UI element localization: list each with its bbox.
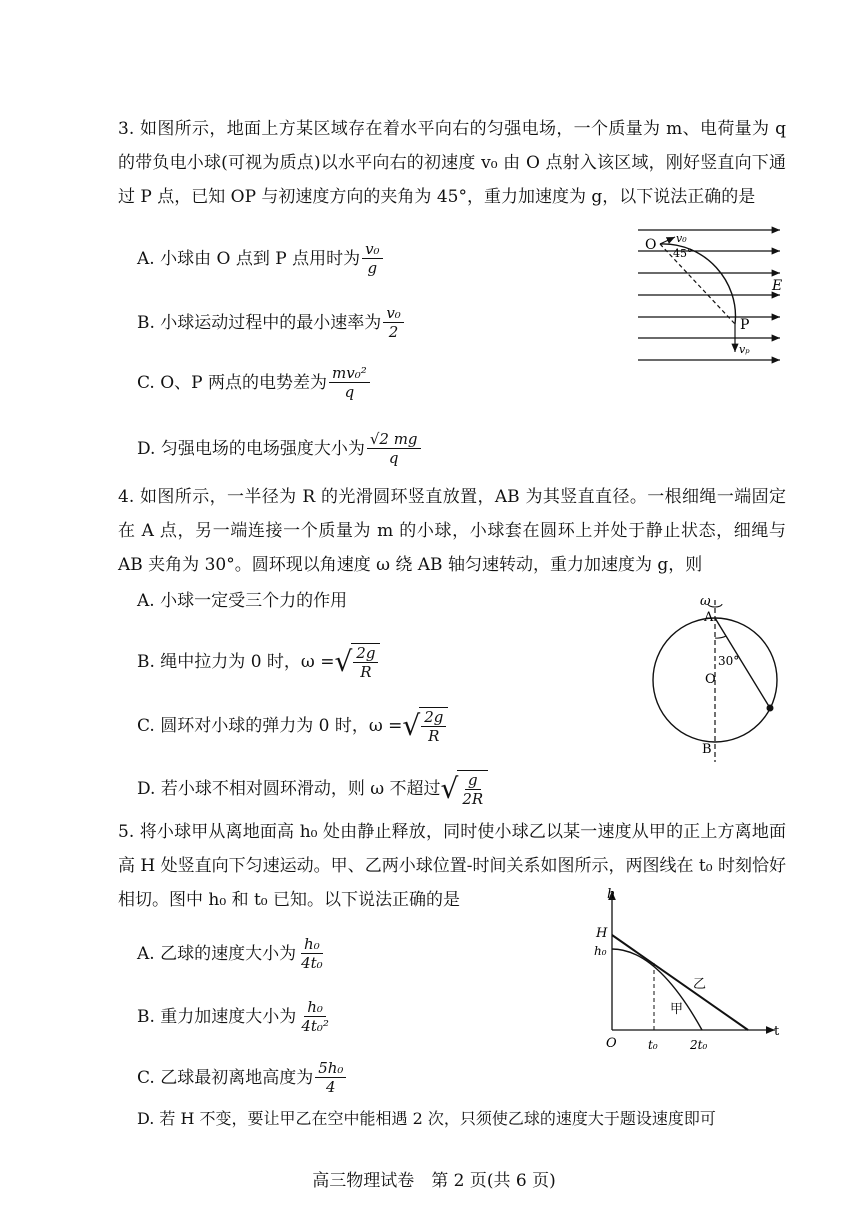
page-footer: 高三物理试卷 第 2 页(共 6 页) (312, 1171, 556, 1191)
h0-label: h₀ (594, 944, 607, 958)
q4-option-c[interactable]: C. 圆环对小球的弹力为 0 时，ω = √ $\frac{2g}{R}$ (137, 707, 448, 745)
v0-arrow (660, 237, 675, 244)
fraction: $\frac{\text{mv₀²}}{q}$ (329, 364, 370, 401)
fraction: $\frac{2g}{R}$ (353, 644, 378, 681)
yi-label: 乙 (693, 977, 707, 992)
q3-option-d[interactable]: D. 匀强电场的电场强度大小为 $\frac{√2 mg}{q}$ (137, 430, 423, 467)
q3-stem: 3. 如图所示，地面上方某区域存在着水平向右的匀强电场，一个质量为 m、电荷量为 q 的带负电小球(可视为质点)以水平向右的初速度 v₀ 由 O 点射入该区域，刚好竖直向下通过 P 点，已知 OP 与初速度方向的夹角为 45°，重力加速度为 g，以下说法正确的是 (118, 119, 786, 207)
point-o-label: O (645, 237, 657, 253)
t0-label: t₀ (648, 1038, 658, 1052)
t-axis-label: t (774, 1024, 780, 1039)
fraction: $\frac{\text{v₀}}{g}$ (362, 240, 383, 277)
fraction: $\frac{√2 mg}{q}$ (367, 430, 421, 467)
jia-label: 甲 (670, 1002, 684, 1017)
fraction: $\frac{\text{v₀}}{2}$ (383, 304, 404, 341)
point-p-label: P (740, 317, 750, 333)
field-lines (638, 230, 783, 360)
q4-option-d[interactable]: D. 若小球不相对圆环滑动，则 ω 不超过 √ $\frac{g}{2R}$ (137, 770, 488, 808)
q3-option-a[interactable]: A. 小球由 O 点到 P 点用时为 $\frac{\text{v₀}}{g}$ (137, 240, 385, 277)
op-dashed-line (660, 244, 735, 324)
q3-option-b[interactable]: B. 小球运动过程中的最小速率为 $\frac{\text{v₀}}{2}$ (137, 304, 406, 341)
q3-field-diagram (630, 222, 790, 367)
v0-label: v₀ (676, 232, 687, 245)
angle-label: 30° (718, 654, 740, 668)
point-a-label: A (704, 610, 714, 625)
2t0-label: 2t₀ (690, 1038, 708, 1052)
q5-position-time-graph (590, 885, 790, 1060)
fraction: $\frac{2g}{R}$ (421, 708, 446, 745)
q5-option-c[interactable]: C. 乙球最初离地高度为 $\frac{\text{5h₀}}{4}$ (137, 1059, 348, 1096)
fraction: $\frac{\text{h₀}}{\text{4t₀²}}$ (301, 998, 329, 1035)
q4-stem: 4. 如图所示，一半径为 R 的光滑圆环竖直放置，AB 为其竖直直径。一根细绳一端固定在 A 点，另一端连接一个质量为 m 的小球，小球套在圆环上并处于静止状态，细绳与 AB 夹角为 30°。圆环现以角速度 ω 绕 AB 轴匀速转动，重力加速度为 g，则 (118, 487, 786, 575)
field-e-label: E (772, 278, 783, 294)
origin-label: O (606, 1036, 617, 1051)
angle-arc (715, 636, 726, 638)
h-label: H (596, 926, 608, 941)
fraction: $\frac{g}{2R}$ (462, 771, 484, 808)
fraction: $\frac{\text{h₀}}{\text{4t₀}}$ (301, 935, 323, 972)
square-root: √ $\frac{g}{2R}$ (441, 770, 489, 808)
fraction: $\frac{\text{5h₀}}{4}$ (315, 1059, 346, 1096)
q4-option-a[interactable]: A. 小球一定受三个力的作用 (137, 591, 348, 611)
square-root: √ $\frac{2g}{R}$ (402, 707, 448, 745)
q5-option-d[interactable]: D. 若 H 不变，要让甲乙在空中能相遇 2 次，只须使乙球的速度大于题设速度即可 (137, 1109, 716, 1128)
q5-option-a[interactable]: A. 乙球的速度大小为 $\frac{\text{h₀}}{\text{4t₀}}$ (137, 935, 328, 972)
angle-label: 45° (673, 247, 693, 260)
vp-label: vₚ (739, 343, 750, 356)
q4-ring-diagram (650, 590, 800, 770)
point-o-label: O (705, 672, 716, 687)
q5-option-b[interactable]: B. 重力加速度大小为 $\frac{\text{h₀}}{\text{4t₀²}}$ (137, 998, 334, 1035)
q3-option-c[interactable]: C. O、P 两点的电势差为 $\frac{\text{mv₀²}}{q}$ (137, 364, 372, 401)
point-b-label: B (702, 742, 712, 757)
q5-stem: 5. 将小球甲从离地面高 h₀ 处由静止释放，同时使小球乙以某一速度从甲的正上方离地面高 H 处竖直向下匀速运动。甲、乙两小球位置-时间关系如图所示，两图线在 t₀ 时刻恰好相切。图中 h₀ 和 t₀ 已知。以下说法正确的是 (118, 822, 786, 910)
square-root: √ $\frac{2g}{R}$ (334, 643, 380, 681)
h-axis-label: h (607, 887, 616, 902)
q4-option-b[interactable]: B. 绳中拉力为 0 时，ω = √ $\frac{2g}{R}$ (137, 643, 380, 681)
small-ball (767, 705, 774, 712)
omega-label: ω (700, 594, 711, 609)
